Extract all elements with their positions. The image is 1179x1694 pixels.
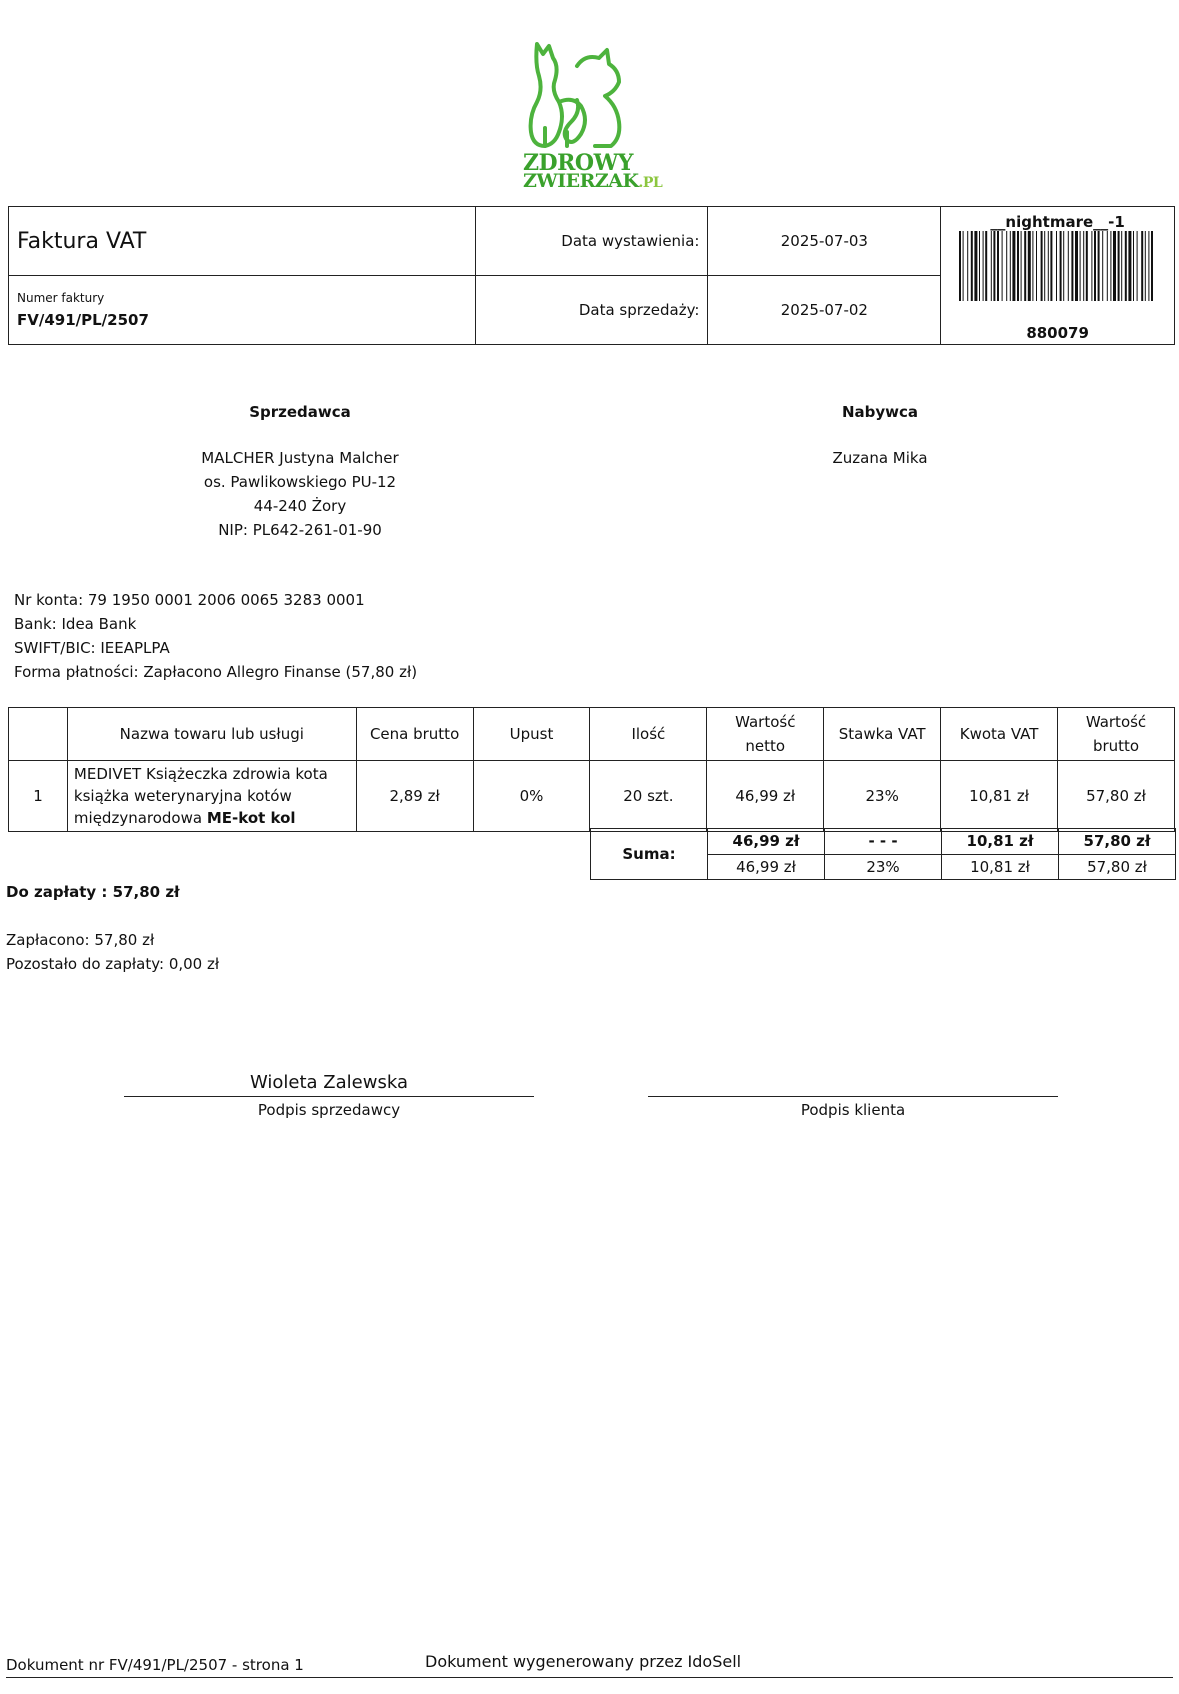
barcode-icon <box>959 231 1155 301</box>
sum-rate-gross: 57,80 zł <box>1059 854 1176 880</box>
items-table <box>8 707 1175 832</box>
row-vat-rate: 23% <box>824 761 941 832</box>
seller-nip: NIP: PL642-261-01-90 <box>218 521 382 539</box>
client-signature <box>648 1070 1058 1119</box>
invoice-number: FV/491/PL/2507 <box>17 311 149 329</box>
sum-total-vat: 10,81 zł <box>942 829 1059 855</box>
seller-street: os. Pawlikowskiego PU-12 <box>203 473 397 491</box>
invoice-title-cell <box>9 207 476 276</box>
buyer-name: Zuzana Mika <box>832 449 928 467</box>
brand-logo <box>515 36 665 194</box>
invoice-title: Faktura VAT <box>17 228 147 254</box>
col-vat-rate: Stawka VAT <box>824 708 941 761</box>
summary-table <box>590 828 1176 880</box>
sum-total-vat-rate: - - - <box>825 829 942 855</box>
buyer-title: Nabywca <box>841 403 919 421</box>
issue-date-label: Data wystawienia: <box>475 207 708 276</box>
row-name <box>67 761 356 832</box>
amount-remaining: Pozostało do zapłaty: 0,00 zł <box>6 955 220 973</box>
sale-date-label: Data sprzedaży: <box>475 276 708 345</box>
client-signature-line <box>648 1096 1058 1097</box>
seller-signature-caption: Podpis sprzedawcy <box>257 1101 401 1119</box>
invoice-number-cell <box>9 276 476 345</box>
col-lp <box>9 708 68 761</box>
amount-to-pay: Do zapłaty : 57,80 zł <box>6 883 180 901</box>
row-qty: 20 szt. <box>590 761 707 832</box>
col-net: Wartość netto <box>707 708 824 761</box>
seller-name: MALCHER Justyna Malcher <box>201 449 399 467</box>
seller-signature-line <box>124 1096 534 1097</box>
row-vat: 10,81 zł <box>941 761 1058 832</box>
row-discount: 0% <box>473 761 590 832</box>
payment-method: Forma płatności: Zapłacono Allegro Finanse (57,80 zł) <box>14 663 418 681</box>
summary-label: Suma: <box>591 829 708 880</box>
footer-document: Dokument nr FV/491/PL/2507 - strona 1 <box>6 1656 304 1674</box>
buyer-block <box>760 400 1000 470</box>
sum-total-net: 46,99 zł <box>708 829 825 855</box>
seller-signature-name: Wioleta Zalewska <box>250 1072 408 1093</box>
bank-account: Nr konta: 79 1950 0001 2006 0065 3283 0001 <box>14 591 365 609</box>
row-name-text: MEDIVET Książeczka zdrowia kota książka weterynaryjna kotów międzynarodowa <box>73 765 328 827</box>
brand-name-line1: ZDROWY <box>523 150 633 176</box>
barcode-cell <box>941 207 1175 345</box>
footer-generated: Dokument wygenerowany przez IdoSell <box>425 1652 742 1671</box>
sale-date-value: 2025-07-02 <box>708 276 941 345</box>
col-discount: Upust <box>473 708 590 761</box>
table-row <box>9 761 1175 832</box>
items-header-row <box>9 708 1175 761</box>
sum-rate-net: 46,99 zł <box>708 854 825 880</box>
bank-swift: SWIFT/BIC: IEEAPLPA <box>14 639 170 657</box>
sum-rate-vat: 10,81 zł <box>942 854 1059 880</box>
pets-logo-icon <box>515 36 665 154</box>
bank-name: Bank: Idea Bank <box>14 615 137 633</box>
row-net: 46,99 zł <box>707 761 824 832</box>
footer-divider <box>6 1677 1173 1678</box>
seller-title: Sprzedawca <box>249 403 351 421</box>
row-gross: 57,80 zł <box>1058 761 1175 832</box>
seller-block <box>175 400 425 542</box>
invoice-number-label: Numer faktury <box>17 291 105 305</box>
client-signature-name <box>648 1070 1058 1096</box>
seller-city: 44-240 Żory <box>253 497 347 515</box>
seller-signature <box>124 1070 534 1119</box>
barcode-top-label: __nightmare__-1 <box>990 213 1125 231</box>
sum-rate-vat-rate: 23% <box>825 854 942 880</box>
payment-info <box>14 588 417 684</box>
row-lp: 1 <box>9 761 68 832</box>
col-price: Cena brutto <box>356 708 473 761</box>
col-vat: Kwota VAT <box>941 708 1058 761</box>
invoice-header-table <box>8 206 1175 345</box>
client-signature-caption: Podpis klienta <box>800 1101 906 1119</box>
sum-total-gross: 57,80 zł <box>1059 829 1176 855</box>
col-gross: Wartość brutto <box>1058 708 1175 761</box>
col-name: Nazwa towaru lub usługi <box>67 708 356 761</box>
row-price: 2,89 zł <box>356 761 473 832</box>
payment-status <box>6 928 219 976</box>
amount-paid: Zapłacono: 57,80 zł <box>6 931 155 949</box>
issue-date-value: 2025-07-03 <box>708 207 941 276</box>
barcode-number: 880079 <box>1026 324 1089 342</box>
row-name-code: ME-kot kol <box>206 809 296 827</box>
col-qty: Ilość <box>590 708 707 761</box>
brand-name-line2: ZWIERZAK.PL <box>523 170 663 192</box>
